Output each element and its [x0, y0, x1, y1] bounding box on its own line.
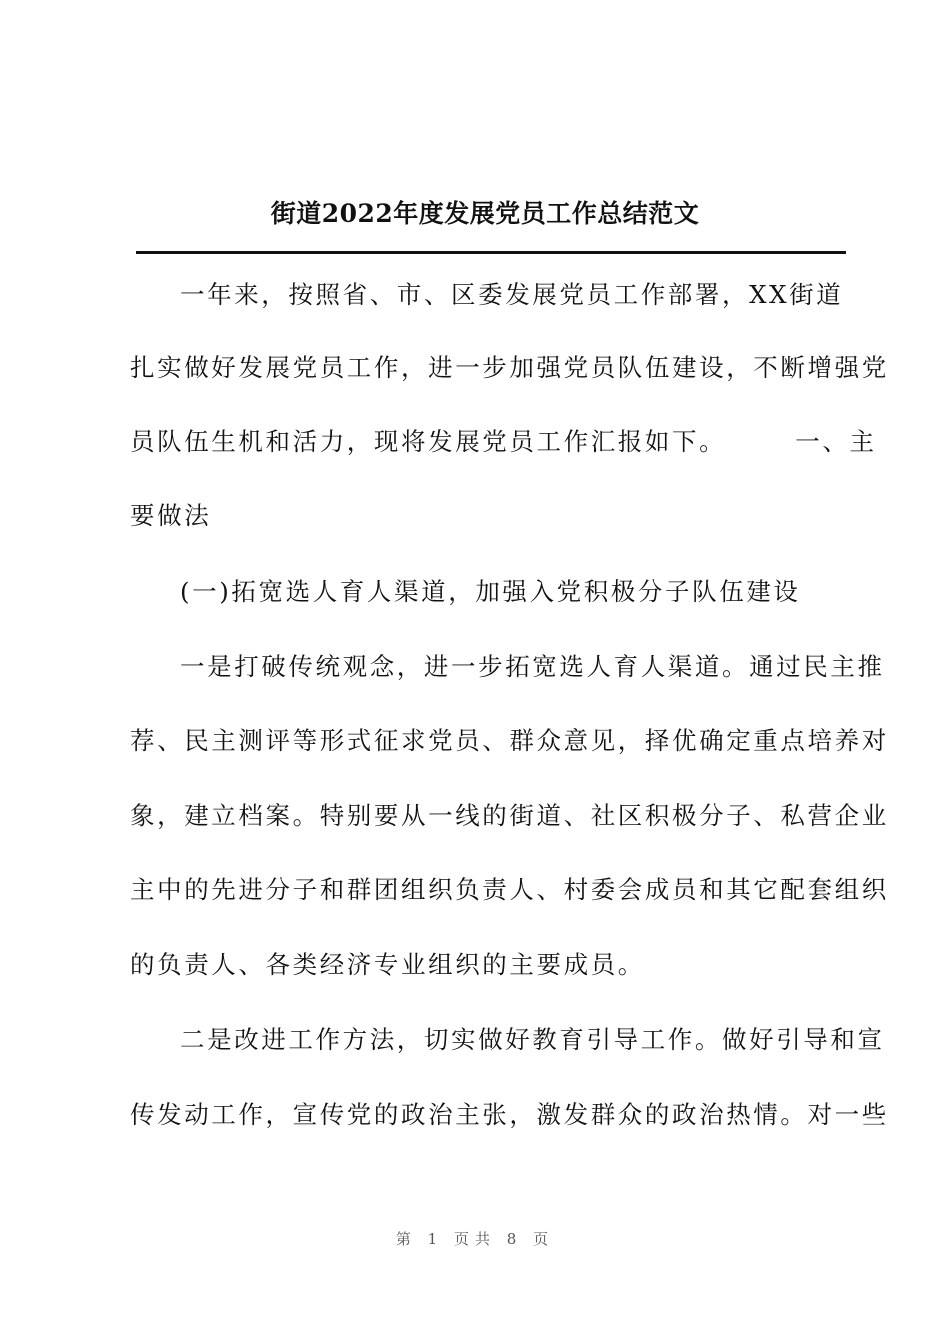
paragraph-line: 主中的先进分子和群团组织负责人、村委会成员和其它配套组织	[130, 875, 889, 904]
paragraph-line: 象，建立档案。特别要从一线的街道、社区积极分子、私营企业	[130, 801, 889, 830]
paragraph-line: 一是打破传统观念，进一步拓宽选人育人渠道。通过民主推	[180, 652, 885, 681]
document-title: 街道2022年度发展党员工作总结范文	[270, 199, 700, 228]
section-heading: (一)拓宽选人育人渠道，加强入党积极分子队伍建设	[180, 577, 801, 606]
paragraph-line: 员队伍生机和活力，现将发展党员工作汇报如下。 一、主	[130, 427, 877, 456]
page-number-footer: 第 1 页共 8 页	[395, 1230, 555, 1248]
paragraph-line: 传发动工作，宣传党的政治主张，激发群众的政治热情。对一些	[130, 1100, 889, 1129]
title-underline	[136, 251, 846, 254]
paragraph-line: 一年来，按照省、市、区委发展党员工作部署，XX街道	[180, 280, 844, 309]
paragraph-line: 二是改进工作方法，切实做好教育引导工作。做好引导和宣	[180, 1025, 885, 1054]
paragraph-line: 的负责人、各类经济专业组织的主要成员。	[130, 950, 645, 979]
paragraph-line: 扎实做好发展党员工作，进一步加强党员队伍建设，不断增强党	[130, 353, 889, 382]
paragraph-line: 荐、民主测评等形式征求党员、群众意见，择优确定重点培养对	[130, 726, 889, 755]
paragraph-line: 要做法	[130, 501, 212, 530]
